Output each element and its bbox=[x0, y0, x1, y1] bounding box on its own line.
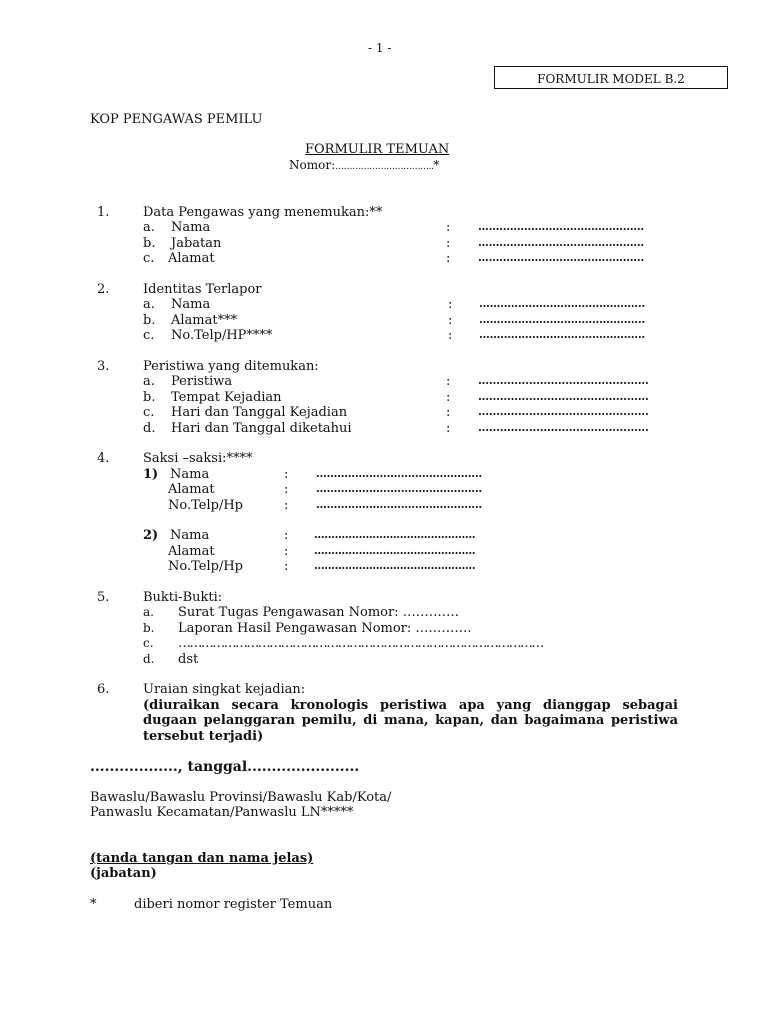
s2-item-b-letter: b. bbox=[143, 313, 156, 328]
nomor-line bbox=[289, 159, 439, 172]
s3-item-c-colon: : bbox=[446, 405, 451, 420]
signature-label: (tanda tangan dan nama jelas) bbox=[90, 851, 314, 866]
s2-item-a-label: Nama bbox=[171, 297, 211, 312]
w1-telp-label: No.Telp/Hp bbox=[168, 498, 243, 513]
s2-item-b-label: Alamat*** bbox=[171, 313, 238, 328]
section-2-title: Identitas Terlapor bbox=[143, 282, 262, 297]
s5-item-c-text[interactable]: …………………………………………………………………………………… bbox=[178, 636, 543, 651]
s1-item-b-label: Jabatan bbox=[171, 236, 222, 251]
s3-item-d-label: Hari dan Tanggal diketahui bbox=[171, 421, 352, 436]
w2-alamat-colon: : bbox=[284, 544, 289, 559]
s6-desc-line-2: dugaan pelanggaran pemilu, di mana, kapan, dan bagaimana peristiwa bbox=[143, 713, 678, 728]
s3-item-c-letter: c. bbox=[143, 405, 155, 420]
institution-line-2: Panwaslu Kecamatan/Panwaslu LN***** bbox=[90, 805, 354, 820]
section-5-number: 5. bbox=[97, 590, 110, 605]
w1-nama-dots[interactable]: ............................................... bbox=[316, 467, 482, 480]
w1-alamat-label: Alamat bbox=[168, 482, 215, 497]
s1-item-a-dots[interactable]: ............................................... bbox=[478, 220, 644, 233]
footnote-mark: * bbox=[90, 897, 97, 912]
s3-item-b-letter: b. bbox=[143, 390, 156, 405]
s3-item-d-letter: d. bbox=[143, 421, 156, 436]
w1-number: 1) bbox=[143, 467, 159, 482]
w1-nama-label: Nama bbox=[170, 467, 210, 482]
s2-item-a-colon: : bbox=[448, 297, 453, 312]
s2-item-b-dots[interactable]: ............................................... bbox=[479, 313, 645, 326]
nomor-star: * bbox=[433, 158, 440, 172]
form-title: FORMULIR TEMUAN bbox=[305, 142, 450, 157]
s1-item-c-colon: : bbox=[446, 251, 451, 266]
w2-telp-dots[interactable]: ............................................... bbox=[314, 559, 476, 572]
nomor-dots: …………………………….. bbox=[335, 162, 434, 172]
s3-item-b-label: Tempat Kejadian bbox=[171, 390, 282, 405]
w1-telp-dots[interactable]: ............................................... bbox=[316, 498, 482, 511]
s3-item-a-colon: : bbox=[446, 374, 451, 389]
w2-telp-colon: : bbox=[284, 559, 289, 574]
s1-item-b-colon: : bbox=[446, 236, 451, 251]
section-3-title: Peristiwa yang ditemukan: bbox=[143, 359, 319, 374]
w2-number: 2) bbox=[143, 528, 159, 543]
section-1-number: 1. bbox=[97, 205, 110, 220]
form-model-box bbox=[494, 66, 728, 89]
footnote-text: diberi nomor register Temuan bbox=[134, 897, 333, 912]
page-number: - 1 - bbox=[368, 41, 392, 55]
s1-item-a-letter: a. bbox=[143, 220, 155, 235]
s2-item-b-colon: : bbox=[448, 313, 453, 328]
s2-item-a-letter: a. bbox=[143, 297, 155, 312]
s6-desc-line-3: tersebut terjadi) bbox=[143, 729, 264, 744]
institution-line-1: Bawaslu/Bawaslu Provinsi/Bawaslu Kab/Kota/ bbox=[90, 790, 392, 805]
s1-item-a-label: Nama bbox=[171, 220, 211, 235]
s3-item-a-letter: a. bbox=[143, 374, 155, 389]
s1-item-b-letter: b. bbox=[143, 236, 156, 251]
place-date-line[interactable]: .................., tanggal....................... bbox=[90, 759, 360, 775]
section-4-number: 4. bbox=[97, 451, 110, 466]
s3-item-d-dots[interactable]: ............................................... bbox=[478, 421, 649, 434]
s3-item-b-dots[interactable]: ............................................... bbox=[478, 390, 649, 403]
s2-item-c-label: No.Telp/HP**** bbox=[171, 328, 273, 343]
w2-nama-label: Nama bbox=[170, 528, 210, 543]
w2-nama-dots[interactable]: ............................................... bbox=[314, 528, 476, 541]
section-2-number: 2. bbox=[97, 282, 110, 297]
s5-item-b-text: Laporan Hasil Pengawasan Nomor: …………. bbox=[178, 621, 472, 636]
section-5-title: Bukti-Bukti: bbox=[143, 590, 223, 605]
s3-item-c-label: Hari dan Tanggal Kejadian bbox=[171, 405, 348, 420]
section-3-number: 3. bbox=[97, 359, 110, 374]
s2-item-c-letter: c. bbox=[143, 328, 155, 343]
form-model-label: FORMULIR MODEL B.2 bbox=[537, 72, 685, 86]
section-1-title: Data Pengawas yang menemukan:** bbox=[143, 205, 383, 220]
section-4-title: Saksi –saksi:**** bbox=[143, 451, 253, 466]
section-6-number: 6. bbox=[97, 682, 110, 697]
s1-item-c-dots[interactable]: ............................................... bbox=[478, 251, 644, 264]
s3-item-c-dots[interactable]: ............................................... bbox=[478, 405, 649, 418]
s5-item-a-letter: a. bbox=[143, 605, 154, 619]
w2-alamat-dots[interactable]: ............................................... bbox=[314, 544, 476, 557]
s6-desc-line-1: (diuraikan secara kronologis peristiwa apa yang dianggap sebagai bbox=[143, 698, 678, 713]
w1-alamat-colon: : bbox=[284, 482, 289, 497]
s2-item-a-dots[interactable]: ............................................... bbox=[479, 297, 645, 310]
s3-item-d-colon: : bbox=[446, 421, 451, 436]
s3-item-a-dots[interactable]: ............................................... bbox=[478, 374, 649, 387]
s2-item-c-colon: : bbox=[448, 328, 453, 343]
w1-alamat-dots[interactable]: ............................................... bbox=[316, 482, 482, 495]
s5-item-d-text: dst bbox=[178, 652, 199, 667]
position-label: (jabatan) bbox=[90, 866, 157, 881]
kop-label: KOP PENGAWAS PEMILU bbox=[90, 112, 263, 127]
s5-item-a-text: Surat Tugas Pengawasan Nomor: …………. bbox=[178, 605, 459, 620]
section-6-title: Uraian singkat kejadian: bbox=[143, 682, 306, 697]
w2-telp-label: No.Telp/Hp bbox=[168, 559, 243, 574]
w2-nama-colon: : bbox=[284, 528, 289, 543]
s2-item-c-dots[interactable]: ............................................... bbox=[479, 328, 645, 341]
s1-item-c-label: Alamat bbox=[168, 251, 215, 266]
s1-item-a-colon: : bbox=[446, 220, 451, 235]
w1-nama-colon: : bbox=[284, 467, 289, 482]
s5-item-b-letter: b. bbox=[143, 621, 155, 635]
s1-item-c-letter: c. bbox=[143, 251, 155, 266]
s5-item-c-letter: c. bbox=[143, 636, 154, 650]
w2-alamat-label: Alamat bbox=[168, 544, 215, 559]
s3-item-a-label: Peristiwa bbox=[171, 374, 233, 389]
s1-item-b-dots[interactable]: ............................................... bbox=[478, 236, 644, 249]
nomor-label: Nomor: bbox=[289, 158, 336, 172]
s5-item-d-letter: d. bbox=[143, 652, 155, 666]
s3-item-b-colon: : bbox=[446, 390, 451, 405]
w1-telp-colon: : bbox=[284, 498, 289, 513]
